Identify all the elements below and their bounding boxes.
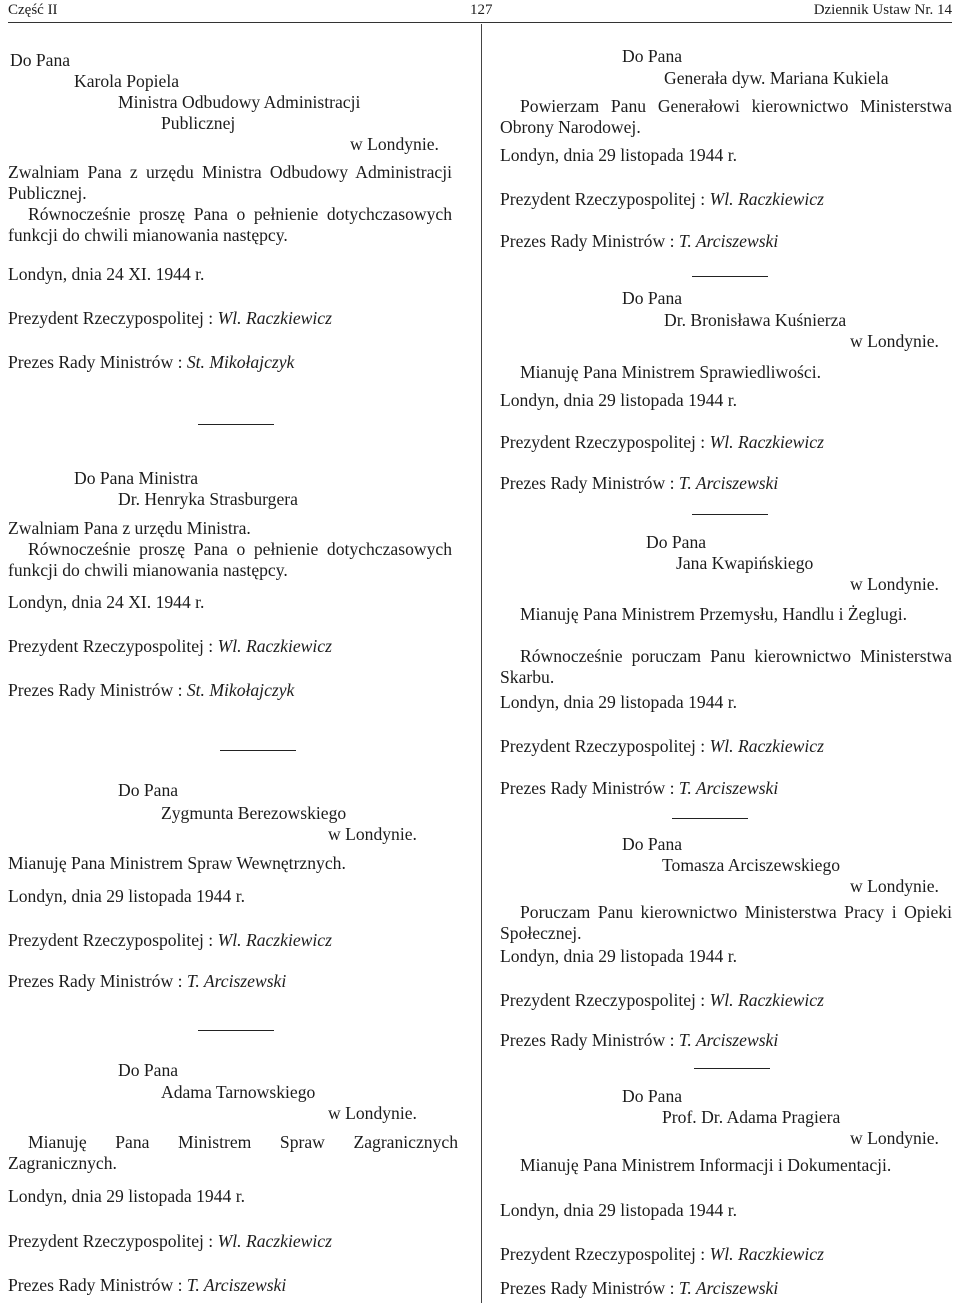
decree-body: Zwalniam Pana z urzędu Ministra. [8, 518, 251, 538]
page-header [8, 0, 952, 22]
decree-date: Londyn, dnia 29 listopada 1944 r. [500, 1200, 737, 1220]
section-separator [692, 514, 768, 515]
president-signature: Prezydent Rzeczypospolitej : Wl. Raczkiewicz [500, 189, 824, 209]
section-separator [692, 276, 768, 277]
salutation: Do Pana [622, 46, 683, 66]
decree-body: Mianuję Pana Ministrem Spraw Wewnętrznych. [8, 853, 346, 873]
decree-body: Poruczam Panu kierownictwo Ministerstwa Pracy i Opieki Społecznej. [500, 902, 952, 943]
prime-minister-signature: Prezes Rady Ministrów : T. Arciszewski [500, 1278, 779, 1298]
prime-minister-signature: Prezes Rady Ministrów : T. Arciszewski [500, 473, 779, 493]
salutation: Do Pana [622, 834, 683, 854]
section-separator [198, 1030, 274, 1031]
salutation: Do Pana [118, 1060, 179, 1080]
addressee-name: Prof. Dr. Adama Pragiera [662, 1107, 841, 1127]
decree-date: Londyn, dnia 29 listopada 1944 r. [500, 390, 737, 410]
decree-date: Londyn, dnia 24 XI. 1944 r. [8, 592, 205, 612]
president-signature: Prezydent Rzeczypospolitej : Wl. Raczkiewicz [8, 1231, 332, 1251]
decree-body: Mianuję Pana Ministrem Sprawiedliwości. [520, 362, 822, 382]
decree-date: Londyn, dnia 29 listopada 1944 r. [500, 946, 737, 966]
section-separator [220, 750, 296, 751]
prime-minister-signature: Prezes Rady Ministrów : T. Arciszewski [8, 1275, 287, 1295]
addressee-location: w Londynie. [850, 331, 939, 351]
decree-date: Londyn, dnia 24 XI. 1944 r. [8, 264, 205, 284]
page-number: 127 [470, 2, 493, 18]
column-divider [481, 24, 482, 1303]
prime-minister-signature: Prezes Rady Ministrów : St. Mikołajczyk [8, 680, 295, 700]
president-signature: Prezydent Rzeczypospolitej : Wl. Raczkiewicz [8, 308, 332, 328]
decree-date: Londyn, dnia 29 listopada 1944 r. [8, 886, 245, 906]
prime-minister-signature: Prezes Rady Ministrów : T. Arciszewski [500, 778, 779, 798]
addressee-name: Dr. Bronisława Kuśnierza [664, 310, 847, 330]
addressee-name: Dr. Henryka Strasburgera [118, 489, 298, 509]
salutation: Do Pana [118, 780, 179, 800]
salutation: Do Pana Ministra [74, 468, 199, 488]
addressee-location: w Londynie. [350, 134, 439, 154]
addressee-location: w Londynie. [850, 876, 939, 896]
decree-body-2: Równocześnie poruczam Panu kierownictwo Ministerstwa Skarbu. [500, 646, 952, 687]
addressee-location: w Londynie. [328, 1103, 417, 1123]
prime-minister-signature: Prezes Rady Ministrów : St. Mikołajczyk [8, 352, 295, 372]
decree-body: Mianuję Pana Ministrem Przemysłu, Handlu i Żeglugi. [520, 604, 908, 624]
decree-body: Mianuję Pana Ministrem Spraw Zagranicznych Zagranicznych. [8, 1132, 458, 1173]
section-separator [694, 1068, 770, 1069]
decree-date: Londyn, dnia 29 listopada 1944 r. [8, 1186, 245, 1206]
salutation: Do Pana [622, 288, 683, 308]
addressee-name: Tomasza Arciszewskiego [662, 855, 841, 875]
journal-title: Dziennik Ustaw Nr. 14 [813, 2, 952, 18]
section-separator [198, 424, 274, 425]
journal-part: Część II [8, 2, 58, 18]
president-signature: Prezydent Rzeczypospolitej : Wl. Raczkiewicz [500, 990, 824, 1010]
section-separator [672, 818, 748, 819]
president-signature: Prezydent Rzeczypospolitej : Wl. Raczkiewicz [8, 930, 332, 950]
decree-date: Londyn, dnia 29 listopada 1944 r. [500, 692, 737, 712]
addressee-title-cont: Publicznej [161, 113, 236, 133]
president-signature: Prezydent Rzeczypospolitej : Wl. Raczkiewicz [500, 1244, 824, 1264]
prime-minister-signature: Prezes Rady Ministrów : T. Arciszewski [500, 1030, 779, 1050]
salutation: Do Pana [10, 50, 71, 70]
salutation: Do Pana [646, 532, 707, 552]
addressee-location: w Londynie. [328, 824, 417, 844]
addressee-title: Ministra Odbudowy Administracji [118, 92, 361, 112]
president-signature: Prezydent Rzeczypospolitej : Wl. Raczkiewicz [8, 636, 332, 656]
header-rule [8, 22, 952, 23]
addressee-location: w Londynie. [850, 1128, 939, 1148]
president-signature: Prezydent Rzeczypospolitej : Wl. Raczkiewicz [500, 736, 824, 756]
addressee-name: Zygmunta Berezowskiego [161, 803, 347, 823]
addressee-name: Jana Kwapińskiego [676, 553, 814, 573]
decree-body-2: Równocześnie proszę Pana o pełnienie dotychczasowych funkcji do chwili mianowania następcy. [8, 539, 452, 580]
decree-date: Londyn, dnia 29 listopada 1944 r. [500, 145, 737, 165]
addressee-name: Karola Popiela [74, 71, 180, 91]
salutation: Do Pana [622, 1086, 683, 1106]
decree-body: Mianuję Pana Ministrem Informacji i Dokumentacji. [520, 1155, 892, 1175]
decree-body-2: Równocześnie proszę Pana o pełnienie dotychczasowych funkcji do chwili mianowania następcy. [8, 204, 452, 245]
addressee-name: Generała dyw. Mariana Kukiela [664, 68, 889, 88]
decree-body: Powierzam Panu Generałowi kierownictwo Ministerstwa Obrony Narodowej. [500, 96, 952, 137]
addressee-location: w Londynie. [850, 574, 939, 594]
decree-body: Zwalniam Pana z urzędu Ministra Odbudowy Administracji Publicznej. [8, 162, 452, 203]
prime-minister-signature: Prezes Rady Ministrów : T. Arciszewski [8, 971, 287, 991]
addressee-name: Adama Tarnowskiego [161, 1082, 316, 1102]
prime-minister-signature: Prezes Rady Ministrów : T. Arciszewski [500, 231, 779, 251]
president-signature: Prezydent Rzeczypospolitej : Wl. Raczkiewicz [500, 432, 824, 452]
